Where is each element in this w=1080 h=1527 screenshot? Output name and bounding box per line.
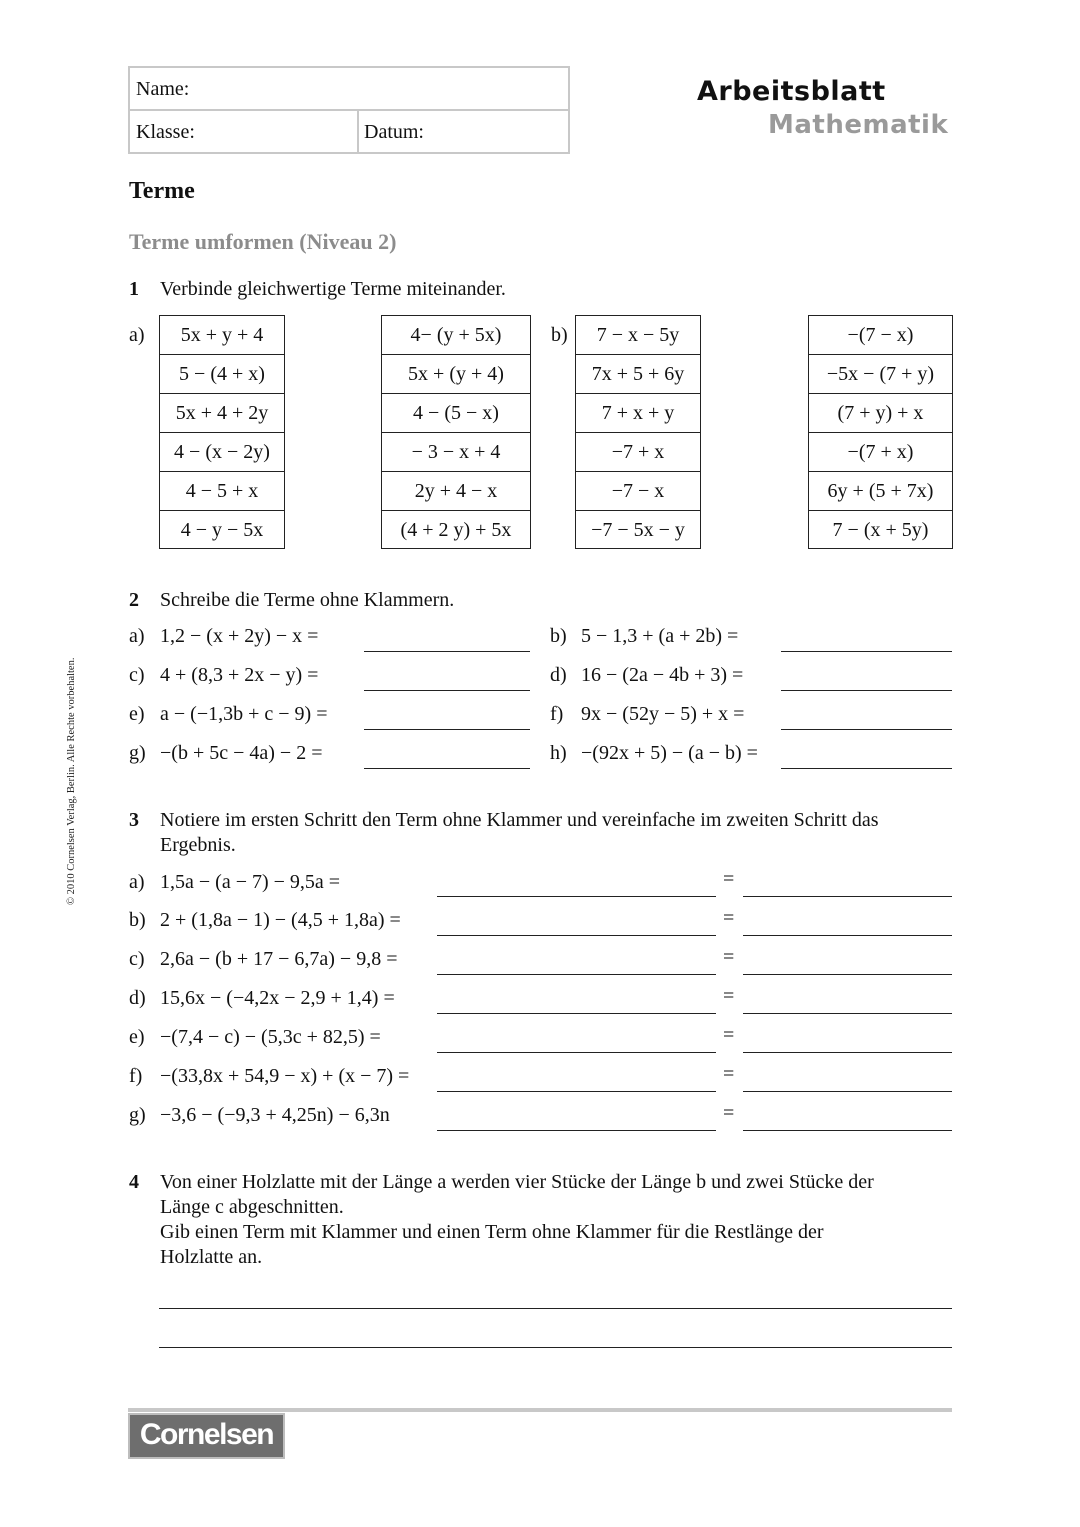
task4-line1: Von einer Holzlatte mit der Länge a werden vier Stücke der Länge b und zwei Stücke der — [160, 1171, 874, 1193]
answer-line[interactable] — [159, 1308, 952, 1309]
answer-line[interactable] — [364, 651, 530, 652]
term-column-4 — [808, 315, 953, 549]
equals-sign: = — [723, 1102, 735, 1124]
task1-number: 1 — [129, 278, 139, 300]
task3-item-expr: 2,6a − (b + 17 − 6,7a) − 9,8 = — [160, 948, 398, 970]
task2-item-expr: 5 − 1,3 + (a + 2b) = — [581, 625, 739, 647]
term-column-2 — [381, 315, 531, 549]
term-cell[interactable]: 7 + x + y — [576, 394, 700, 433]
task2-item-label: d) — [550, 664, 567, 686]
answer-line-step1[interactable] — [437, 1052, 716, 1053]
task3-instruction-line1: Notiere im ersten Schritt den Term ohne Klammer und vereinfache im zweiten Schritt das — [160, 809, 879, 831]
answer-line[interactable] — [781, 768, 952, 769]
term-cell[interactable]: 6y + (5 + 7x) — [809, 472, 952, 511]
task3-item-expr: −(7,4 − c) − (5,3c + 82,5) = — [160, 1026, 381, 1048]
task3-item-expr: 1,5a − (a − 7) − 9,5a = — [160, 871, 341, 893]
section-subtitle: Terme umformen (Niveau 2) — [129, 229, 397, 254]
answer-line-step2[interactable] — [743, 896, 952, 897]
answer-line-step1[interactable] — [437, 1013, 716, 1014]
class-label: Klasse: — [136, 121, 195, 143]
task1-label-a: a) — [129, 324, 145, 346]
term-column-1 — [159, 315, 285, 549]
task3-item-expr: −(33,8x + 54,9 − x) + (x − 7) = — [160, 1065, 410, 1087]
term-cell[interactable]: 4 − 5 + x — [160, 472, 284, 511]
term-cell[interactable]: 2y + 4 − x — [382, 472, 530, 511]
equals-sign: = — [723, 946, 735, 968]
equals-sign: = — [723, 868, 735, 890]
equals-sign: = — [723, 907, 735, 929]
equals-sign: = — [723, 1024, 735, 1046]
term-cell[interactable]: 5x + y + 4 — [160, 316, 284, 355]
task2-item-label: b) — [550, 625, 567, 647]
answer-line[interactable] — [364, 690, 530, 691]
task3-item-label: f) — [129, 1065, 143, 1087]
task3-number: 3 — [129, 809, 139, 831]
name-row — [130, 68, 568, 111]
date-label: Datum: — [364, 121, 424, 143]
answer-line[interactable] — [781, 690, 952, 691]
task2-item-label: c) — [129, 664, 145, 686]
task3-item-label: e) — [129, 1026, 145, 1048]
answer-line-step1[interactable] — [437, 1091, 716, 1092]
task3-item-expr: 15,6x − (−4,2x − 2,9 + 1,4) = — [160, 987, 395, 1009]
term-cell[interactable]: 4 − (5 − x) — [382, 394, 530, 433]
section-title: Terme — [129, 178, 195, 204]
answer-line[interactable] — [781, 729, 952, 730]
task4-number: 4 — [129, 1171, 139, 1193]
task1-instruction: Verbinde gleichwertige Terme miteinander. — [160, 278, 506, 300]
term-cell[interactable]: 4 − (x − 2y) — [160, 433, 284, 472]
answer-line-step1[interactable] — [437, 1130, 716, 1131]
answer-line-step1[interactable] — [437, 935, 716, 936]
answer-line[interactable] — [159, 1347, 952, 1348]
term-cell[interactable]: −7 − x — [576, 472, 700, 511]
answer-line-step2[interactable] — [743, 1052, 952, 1053]
task1-label-b: b) — [551, 324, 568, 346]
task2-item-label: a) — [129, 625, 145, 647]
task3-item-expr: 2 + (1,8a − 1) − (4,5 + 1,8a) = — [160, 909, 401, 931]
task2-number: 2 — [129, 589, 139, 611]
task2-item-label: g) — [129, 742, 146, 764]
answer-line-step2[interactable] — [743, 1013, 952, 1014]
task3-item-label: g) — [129, 1104, 146, 1126]
answer-line[interactable] — [364, 729, 530, 730]
subject-title: Mathematik — [768, 110, 949, 140]
task2-item-expr: 1,2 − (x + 2y) − x = — [160, 625, 319, 647]
term-cell[interactable]: −7 + x — [576, 433, 700, 472]
term-cell[interactable]: 7 − (x + 5y) — [832, 519, 929, 541]
task2-item-expr: 16 − (2a − 4b + 3) = — [581, 664, 744, 686]
equals-sign: = — [723, 985, 735, 1007]
task2-item-label: h) — [550, 742, 567, 764]
name-label: Name: — [136, 78, 190, 100]
task3-item-label: a) — [129, 871, 145, 893]
task3-instruction-line2: Ergebnis. — [160, 834, 236, 856]
term-cell[interactable]: 5x + (y + 4) — [382, 355, 530, 394]
answer-line-step2[interactable] — [743, 974, 952, 975]
task2-item-expr: −(92x + 5) − (a − b) = — [581, 742, 758, 764]
term-cell[interactable]: (7 + y) + x — [809, 394, 952, 433]
task2-item-label: f) — [550, 703, 564, 725]
task3-item-label: b) — [129, 909, 146, 931]
task3-item-label: d) — [129, 987, 146, 1009]
task4-line2: Länge c abgeschnitten. — [160, 1196, 344, 1218]
task2-instruction: Schreibe die Terme ohne Klammern. — [160, 589, 455, 611]
task2-item-label: e) — [129, 703, 145, 725]
task2-item-expr: 4 + (8,3 + 2x − y) = — [160, 664, 319, 686]
footer-divider — [128, 1408, 952, 1412]
student-info-box — [128, 66, 570, 154]
answer-line-step2[interactable] — [743, 1091, 952, 1092]
copyright-notice: © 2010 Cornelsen Verlag, Berlin. Alle Rechte vorbehalten. — [66, 657, 77, 905]
term-cell[interactable]: − 3 − x + 4 — [382, 433, 530, 472]
term-cell[interactable]: 7 − x − 5y — [576, 316, 700, 355]
answer-line[interactable] — [781, 651, 952, 652]
header-divider — [357, 111, 359, 152]
answer-line-step2[interactable] — [743, 1130, 952, 1131]
cornelsen-logo: Cornelsen — [128, 1413, 285, 1459]
task2-item-expr: 9x − (52y − 5) + x = — [581, 703, 745, 725]
answer-line-step2[interactable] — [743, 935, 952, 936]
equals-sign: = — [723, 1063, 735, 1085]
term-cell[interactable]: (4 + 2 y) + 5x — [400, 519, 512, 541]
term-cell[interactable]: −7 − 5x − y — [591, 519, 685, 541]
task4-line4: Holzlatte an. — [160, 1246, 263, 1268]
term-cell[interactable]: 5 − (4 + x) — [160, 355, 284, 394]
task4-line3: Gib einen Term mit Klammer und einen Term ohne Klammer für die Restlänge der — [160, 1221, 824, 1243]
term-cell[interactable]: −(7 + x) — [809, 433, 952, 472]
answer-line-step1[interactable] — [437, 974, 716, 975]
answer-line-step1[interactable] — [437, 896, 716, 897]
answer-line[interactable] — [364, 768, 530, 769]
term-cell[interactable]: 5x + 4 + 2y — [160, 394, 284, 433]
term-cell[interactable]: 7x + 5 + 6y — [576, 355, 700, 394]
term-cell[interactable]: −5x − (7 + y) — [809, 355, 952, 394]
task2-item-expr: a − (−1,3b + c − 9) = — [160, 703, 328, 725]
worksheet-title: Arbeitsblatt — [697, 76, 886, 107]
task2-item-expr: −(b + 5c − 4a) − 2 = — [160, 742, 323, 764]
task3-item-label: c) — [129, 948, 145, 970]
term-cell[interactable]: 4 − y − 5x — [180, 519, 264, 541]
term-cell[interactable]: 4− (y + 5x) — [382, 316, 530, 355]
term-column-3 — [575, 315, 701, 549]
task3-item-expr: −3,6 − (−9,3 + 4,25n) − 6,3n — [160, 1104, 390, 1126]
term-cell[interactable]: −(7 − x) — [809, 316, 952, 355]
